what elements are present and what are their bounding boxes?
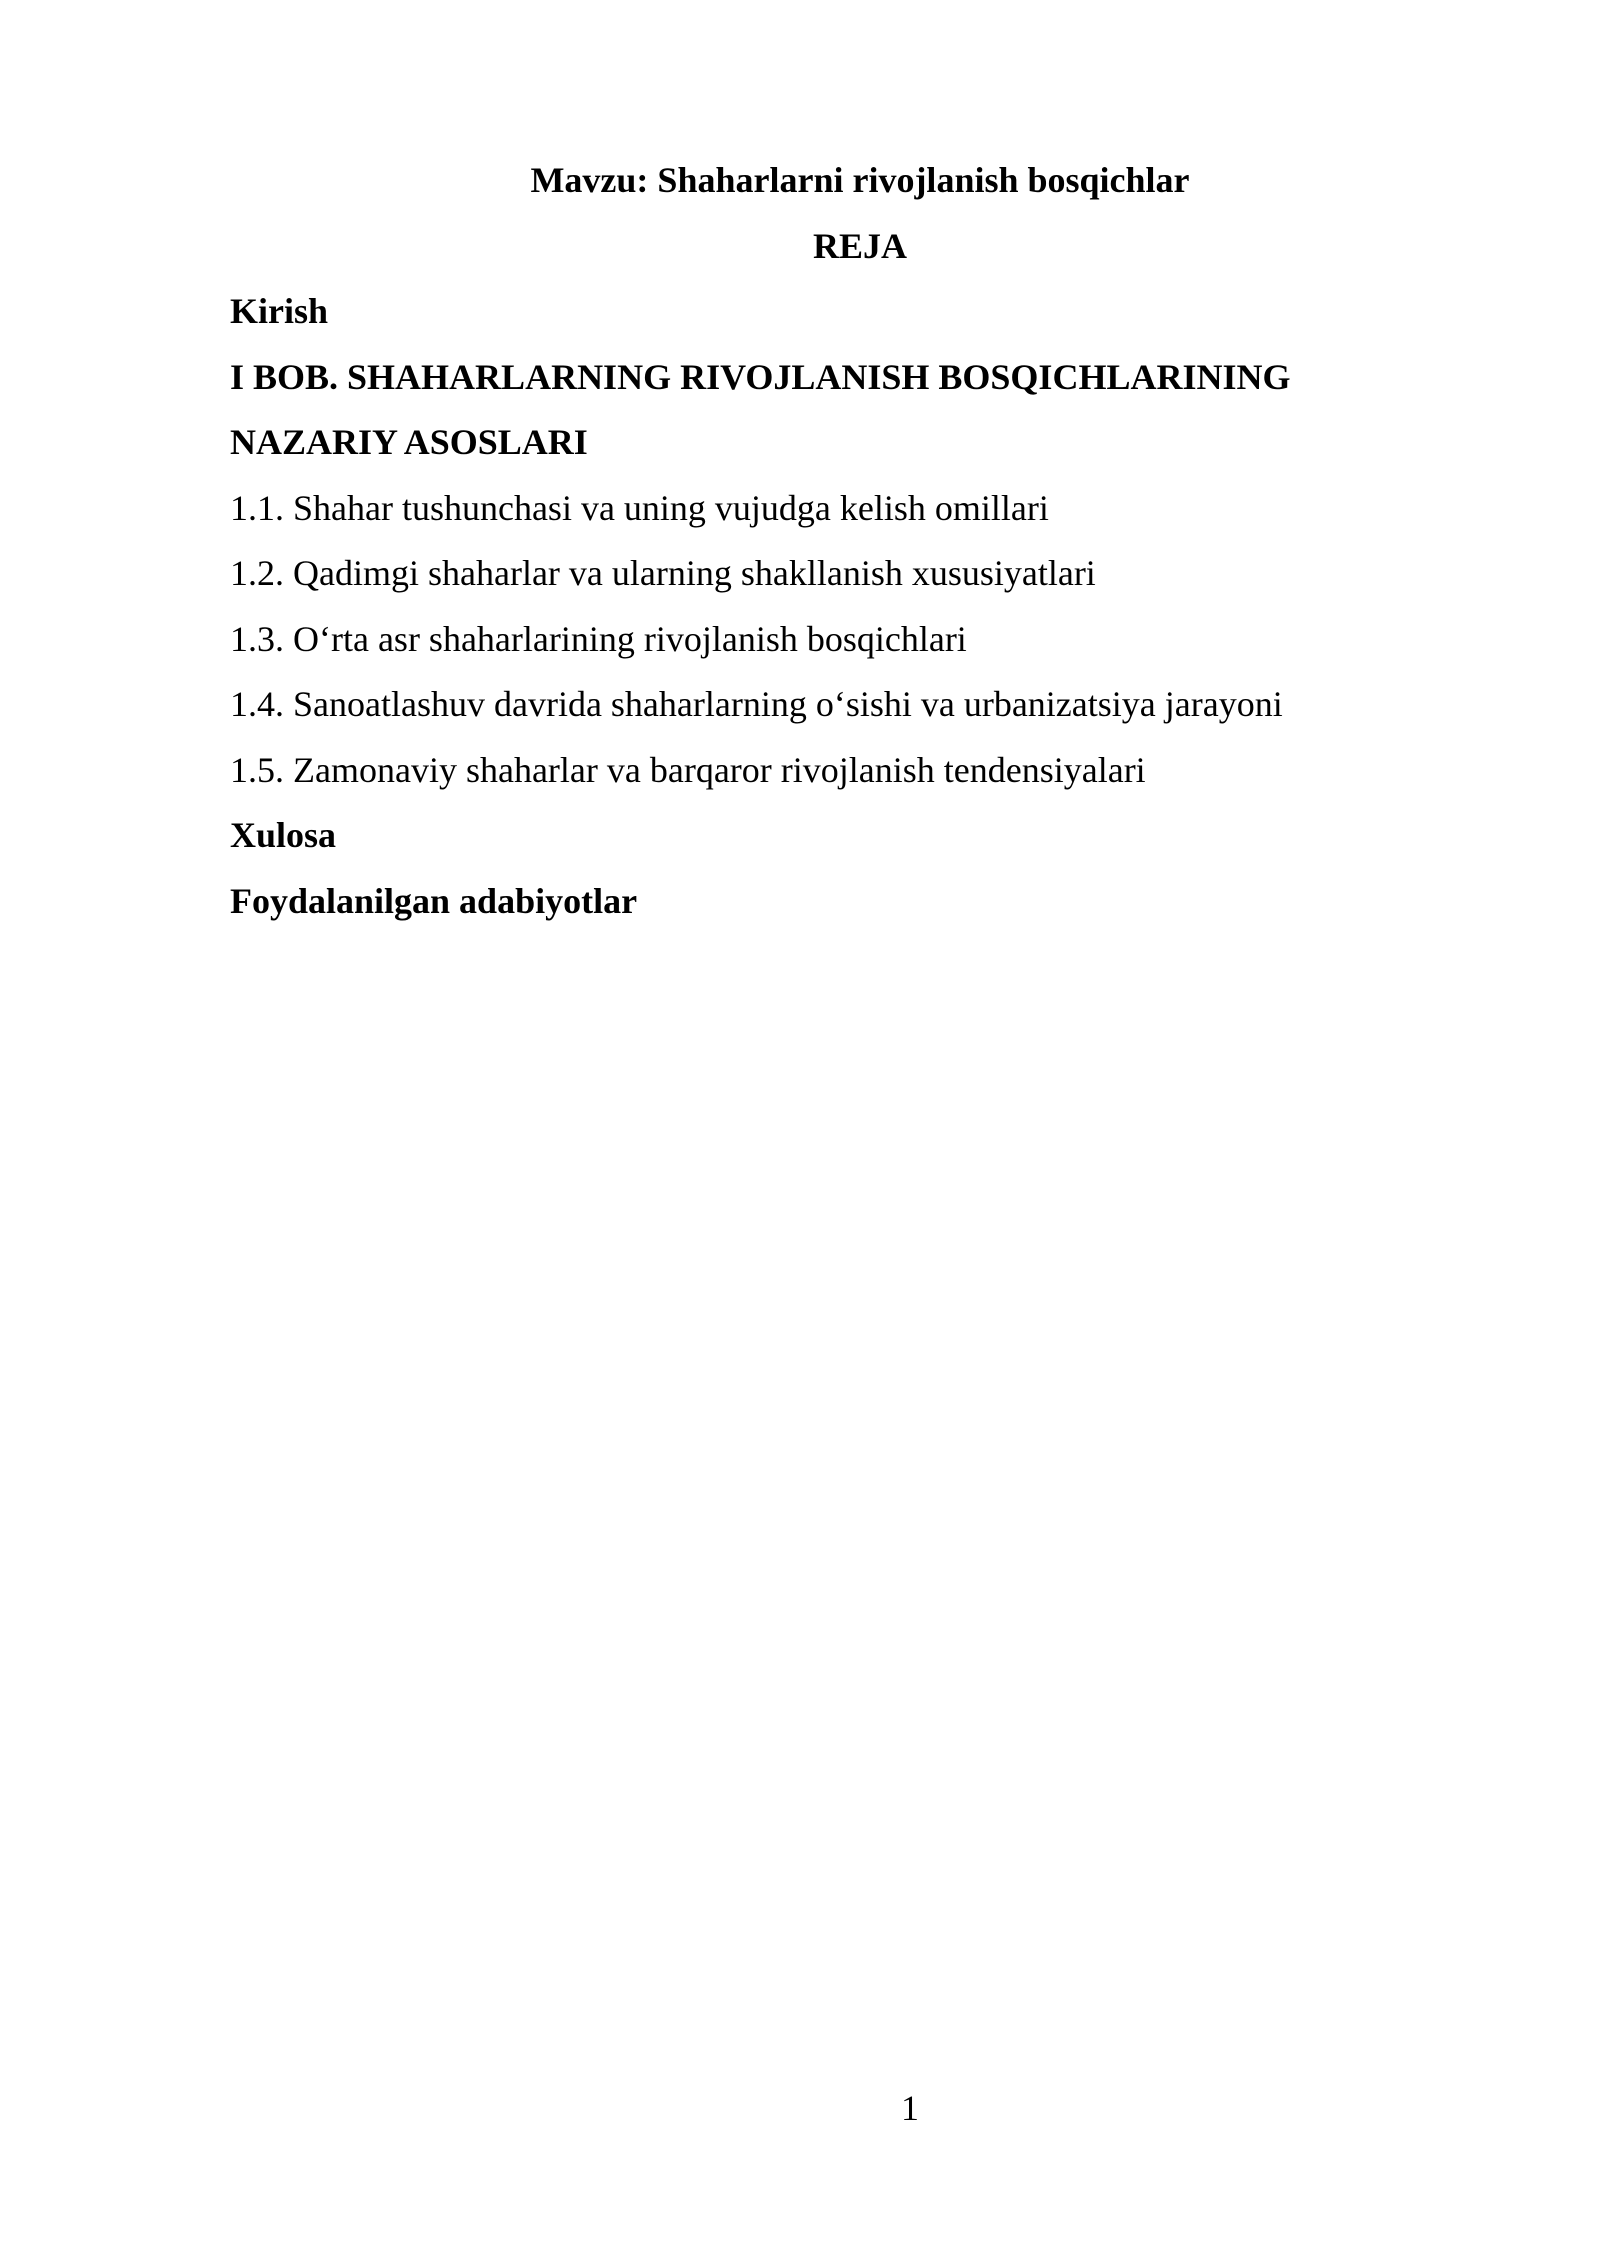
page-number: 1 bbox=[901, 2088, 919, 2128]
section-item: 1.2. Qadimgi shaharlar va ularning shakllanish xususiyatlari bbox=[230, 553, 1096, 593]
references-heading: Foydalanilgan adabiyotlar bbox=[230, 880, 638, 921]
intro-heading: Kirish bbox=[230, 291, 329, 331]
section-item: 1.1. Shahar tushunchasi va uning vujudga kelish omillari bbox=[230, 487, 1049, 528]
section-item: 1.4. Sanoatlashuv davrida shaharlarning o‘sishi va urbanizatsiya jarayoni bbox=[230, 684, 1283, 724]
section-item: 1.5. Zamonaviy shaharlar va barqaror rivojlanish tendensiyalari bbox=[230, 749, 1146, 790]
conclusion-heading: Xulosa bbox=[230, 815, 337, 855]
document-content bbox=[230, 148, 1410, 934]
chapter-heading-line-2: NAZARIY ASOSLARI bbox=[230, 422, 588, 462]
section-item: 1.3. O‘rta asr shaharlarining rivojlanish bosqichlari bbox=[230, 618, 967, 659]
chapter-heading-line-1: I BOB. SHAHARLARNING RIVOJLANISH BOSQICHLARINING bbox=[230, 356, 1291, 397]
topic-title: Mavzu: Shaharlarni rivojlanish bosqichlar bbox=[530, 160, 1190, 200]
plan-heading: REJA bbox=[812, 225, 907, 266]
